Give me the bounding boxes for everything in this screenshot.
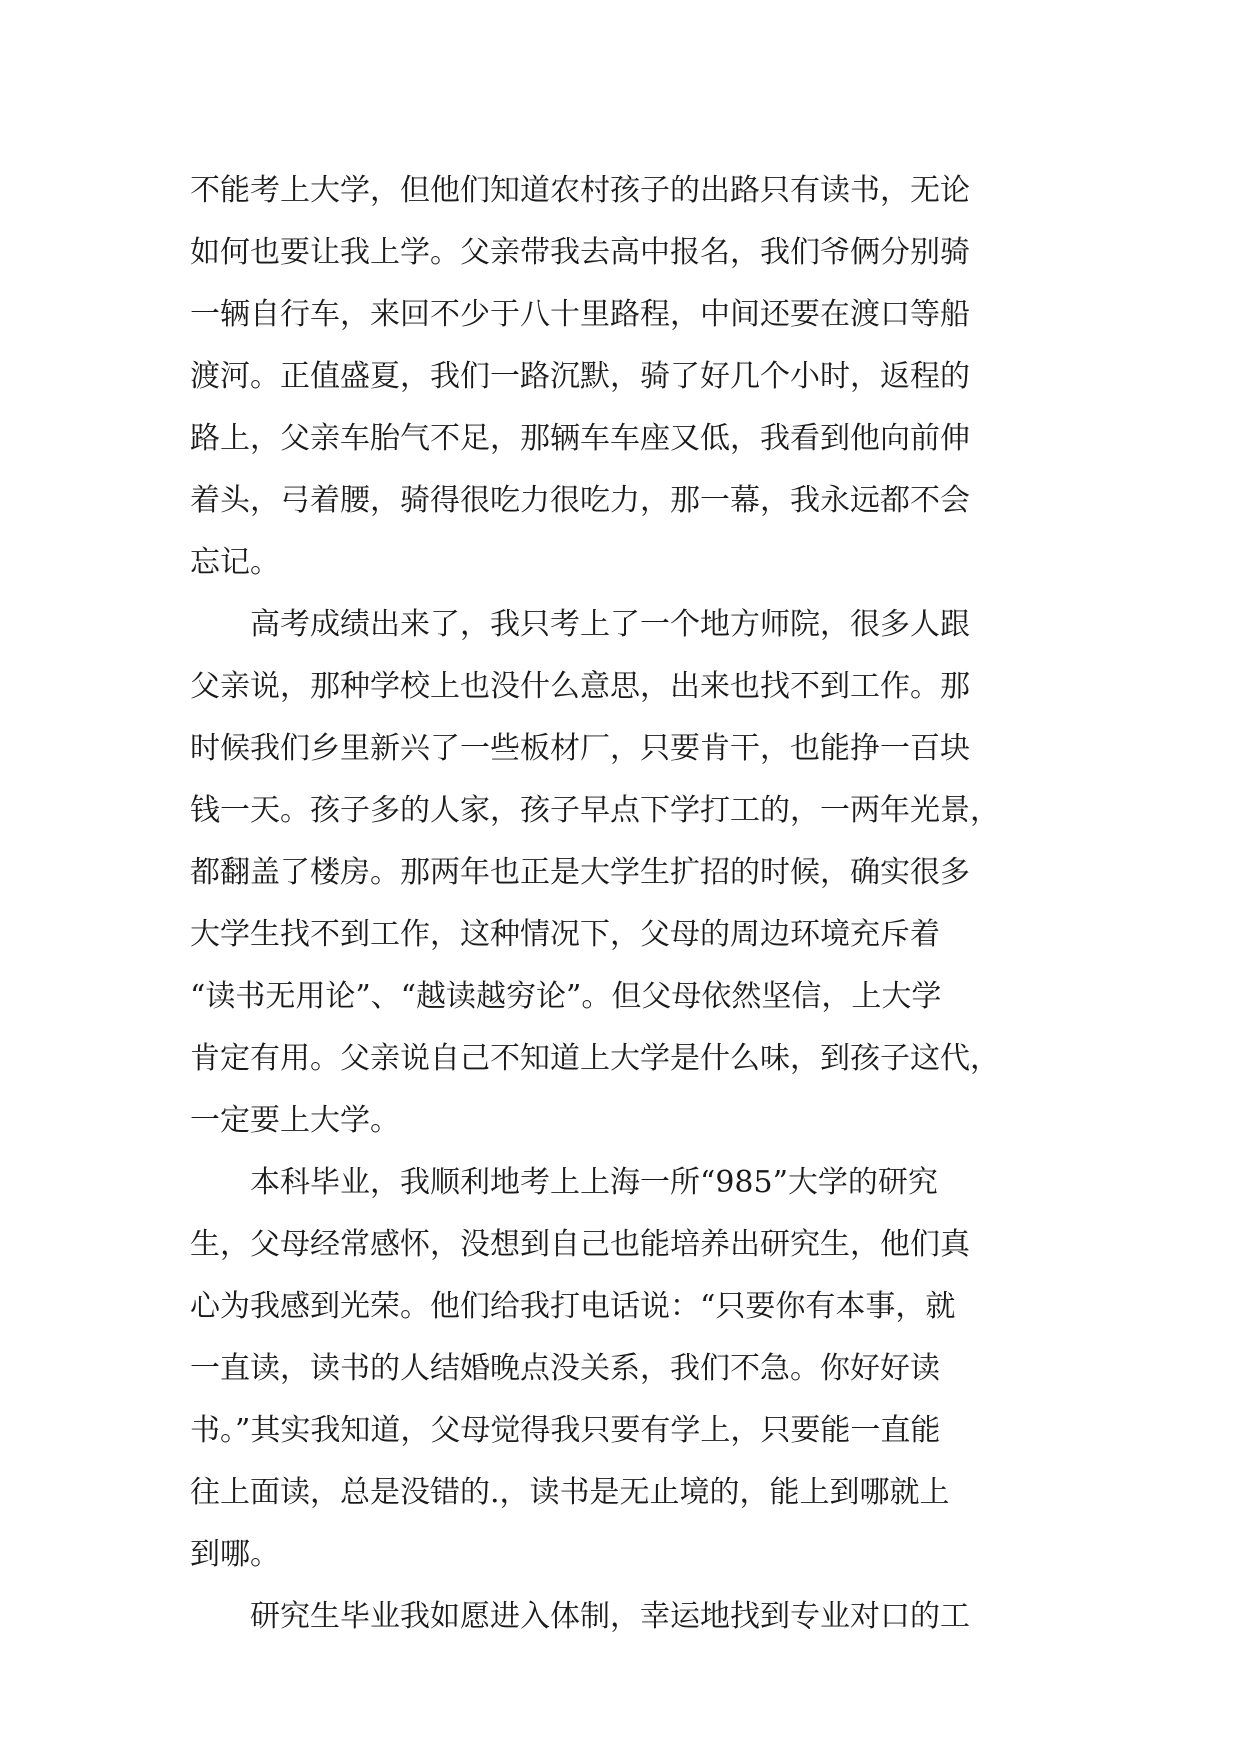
text-line-24: 研究生毕业我如愿进入体制，幸运地找到专业对口的工 [190, 1599, 970, 1634]
text-line-8: 高考成绩出来了，我只考上了一个地方师院，很多人跟 [190, 607, 970, 642]
text-line-9: 父亲说，那种学校上也没什么意思，出来也找不到工作。那 [190, 669, 970, 704]
text-line-19: 心为我感到光荣。他们给我打电话说：“只要你有本事，就 [190, 1289, 956, 1324]
text-line-7: 忘记。 [190, 545, 280, 580]
text-line-22: 往上面读，总是没错的.，读书是无止境的，能上到哪就上 [190, 1475, 950, 1510]
text-line-11: 钱一天。孩子多的人家，孩子早点下学打工的，一两年光景， [190, 793, 1000, 828]
text-line-4: 渡河。正值盛夏，我们一路沉默，骑了好几个小时，返程的 [190, 359, 970, 394]
text-line-15: 肯定有用。父亲说自己不知道上大学是什么味，到孩子这代， [190, 1041, 1000, 1076]
text-line-16: 一定要上大学。 [190, 1103, 400, 1138]
text-line-5: 路上，父亲车胎气不足，那辆车车座又低，我看到他向前伸 [190, 421, 970, 456]
text-line-1: 不能考上大学，但他们知道农村孩子的出路只有读书，无论 [190, 173, 970, 208]
text-line-3: 一辆自行车，来回不少于八十里路程，中间还要在渡口等船 [190, 297, 970, 332]
text-line-14: “读书无用论”、“越读越穷论”。但父母依然坚信，上大学 [190, 979, 942, 1014]
text-line-17: 本科毕业，我顺利地考上上海一所“985”大学的研究 [190, 1165, 938, 1200]
text-line-20: 一直读，读书的人结婚晚点没关系，我们不急。你好好读 [190, 1351, 940, 1386]
text-line-23: 到哪。 [190, 1537, 280, 1572]
text-line-12: 都翻盖了楼房。那两年也正是大学生扩招的时候，确实很多 [190, 855, 970, 890]
document-body [190, 160, 1056, 1648]
text-line-2: 如何也要让我上学。父亲带我去高中报名，我们爷俩分别骑 [190, 235, 970, 270]
text-line-13: 大学生找不到工作，这种情况下，父母的周边环境充斥着 [190, 917, 940, 952]
text-line-18: 生，父母经常感怀，没想到自己也能培养出研究生，他们真 [190, 1227, 970, 1262]
text-line-21: 书。”其实我知道，父母觉得我只要有学上，只要能一直能 [190, 1413, 941, 1448]
text-line-10: 时候我们乡里新兴了一些板材厂，只要肯干，也能挣一百块 [190, 731, 970, 766]
text-line-6: 着头，弓着腰，骑得很吃力很吃力，那一幕，我永远都不会 [190, 483, 970, 518]
